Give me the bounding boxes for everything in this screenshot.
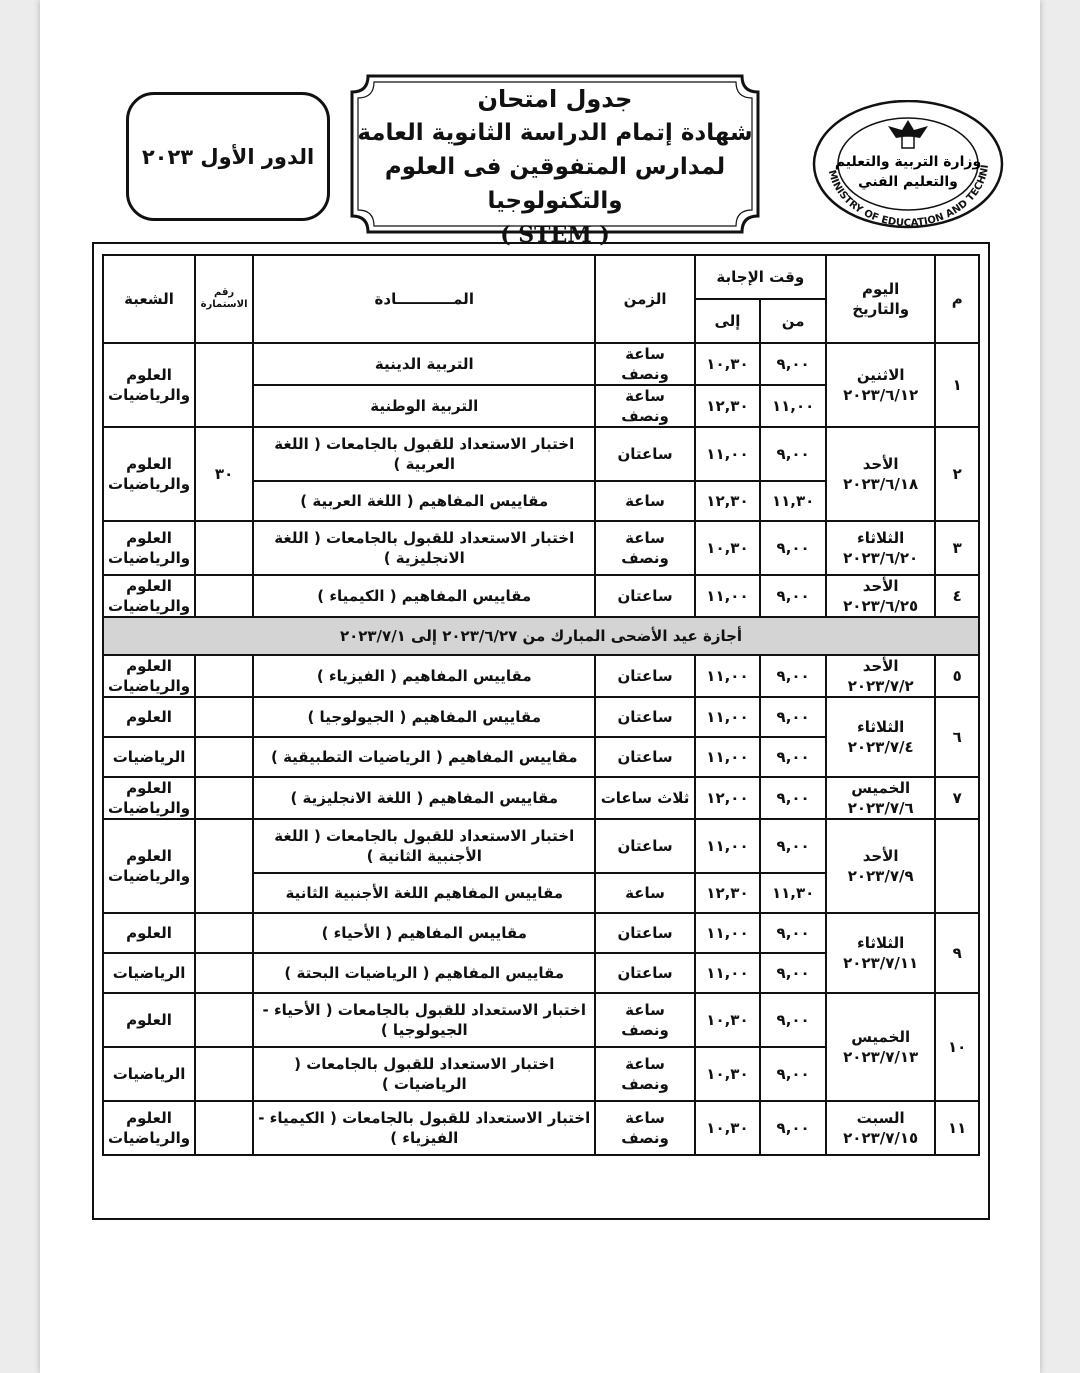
- cell-duration: ساعتان: [595, 913, 694, 953]
- cell-subject: مقاييس المفاهيم ( اللغة الانجليزية ): [253, 777, 595, 819]
- cell-day-date: [826, 777, 935, 819]
- cell-from: ٩,٠٠: [760, 343, 826, 385]
- cell-day: الأحد: [862, 657, 899, 675]
- cell-branch: العلوم والرياضيات: [103, 655, 195, 697]
- cell-to: ١٠,٣٠: [695, 1101, 761, 1155]
- cell-duration: ساعة ونصف: [595, 343, 694, 385]
- cell-day-date: [826, 819, 935, 913]
- cell-subject: التربية الدينية: [253, 343, 595, 385]
- cell-subject: مقاييس المفاهيم ( الجيولوجيا ): [253, 697, 595, 737]
- cell-from: ٩,٠٠: [760, 953, 826, 993]
- table-row: [103, 427, 979, 481]
- cell-branch: العلوم والرياضيات: [103, 777, 195, 819]
- cell-from: ١١,٣٠: [760, 873, 826, 913]
- cell-day-date: [826, 1101, 935, 1155]
- cell-from: ١١,٣٠: [760, 481, 826, 521]
- cell-duration: ساعة: [595, 481, 694, 521]
- cell-num: ١: [935, 343, 979, 427]
- cell-day: الثلاثاء: [857, 529, 905, 547]
- cell-from: ٩,٠٠: [760, 575, 826, 617]
- cell-num: ٩: [935, 913, 979, 993]
- exam-round-box: [126, 92, 330, 221]
- cell-date: ٢٠٢٣/٦/١٨: [843, 475, 919, 493]
- cell-to: ١١,٠٠: [695, 655, 761, 697]
- cell-to: ١١,٠٠: [695, 697, 761, 737]
- cell-branch: العلوم والرياضيات: [103, 521, 195, 575]
- cell-branch: الرياضيات: [103, 737, 195, 777]
- cell-num: [935, 819, 979, 913]
- cell-date: ٢٠٢٣/٧/٢: [847, 677, 914, 695]
- cell-subject: اختبار الاستعداد للقبول بالجامعات ( الرياضيات ): [253, 1047, 595, 1101]
- table-row: [103, 521, 979, 575]
- cell-day-date: [826, 575, 935, 617]
- table-row: [103, 697, 979, 737]
- cell-to: ١١,٠٠: [695, 913, 761, 953]
- cell-day-date: [826, 521, 935, 575]
- cell-duration: ساعتان: [595, 655, 694, 697]
- cell-from: ٩,٠٠: [760, 427, 826, 481]
- cell-date: ٢٠٢٣/٧/١١: [843, 954, 919, 972]
- schedule-body: [103, 343, 979, 1155]
- cell-subject: مقاييس المفاهيم ( الرياضيات التطبيقية ): [253, 737, 595, 777]
- title-line-2: شهادة إتمام الدراسة الثانوية العامة: [357, 120, 753, 146]
- holiday-text: أجازة عيد الأضحى المبارك من ٢٠٢٣/٦/٢٧ إلى ٢٠٢٣/٧/١: [103, 617, 979, 655]
- cell-to: ١١,٠٠: [695, 953, 761, 993]
- cell-day: الاثنين: [856, 366, 905, 384]
- cell-subject: التربية الوطنية: [253, 385, 595, 427]
- cell-day-date: [826, 913, 935, 993]
- cell-form-number: [195, 953, 253, 993]
- title-line-3: لمدارس المتفوقين فى العلوم والتكنولوجيا: [384, 154, 726, 214]
- cell-day-date: [826, 655, 935, 697]
- cell-from: ٩,٠٠: [760, 1101, 826, 1155]
- schedule-table: [102, 254, 980, 1156]
- logo-arabic-line-1: وزارة التربية والتعليم: [834, 154, 982, 170]
- table-row: [103, 913, 979, 953]
- cell-to: ١٠,٣٠: [695, 993, 761, 1047]
- cell-form-number: [195, 1047, 253, 1101]
- cell-duration: ساعتان: [595, 427, 694, 481]
- cell-date: ٢٠٢٣/٦/١٢: [843, 386, 919, 404]
- schedule-table-frame: [92, 242, 990, 1220]
- cell-date: ٢٠٢٣/٧/٦: [847, 799, 914, 817]
- header-duration: الزمن: [595, 255, 694, 343]
- cell-branch: الرياضيات: [103, 1047, 195, 1101]
- cell-subject: مقاييس المفاهيم ( الفيزياء ): [253, 655, 595, 697]
- cell-day: الأحد: [862, 455, 899, 473]
- cell-duration: ساعة ونصف: [595, 993, 694, 1047]
- cell-num: ١٠: [935, 993, 979, 1101]
- cell-form-number: [195, 993, 253, 1047]
- cell-subject: مقاييس المفاهيم ( الرياضيات البحتة ): [253, 953, 595, 993]
- title-line-1: جدول امتحان: [477, 85, 633, 113]
- cell-branch: العلوم والرياضيات: [103, 1101, 195, 1155]
- table-row: [103, 575, 979, 617]
- cell-day-date: [826, 697, 935, 777]
- cell-subject: اختبار الاستعداد للقبول بالجامعات ( اللغة الأجنبية الثانية ): [253, 819, 595, 873]
- cell-day: الخميس: [851, 779, 911, 797]
- cell-form-number: [195, 913, 253, 953]
- cell-from: ٩,٠٠: [760, 521, 826, 575]
- cell-day: الخميس: [851, 1028, 911, 1046]
- holiday-row: [103, 617, 979, 655]
- cell-date: ٢٠٢٣/٧/٩: [847, 867, 914, 885]
- table-row: [103, 343, 979, 385]
- cell-duration: ساعة: [595, 873, 694, 913]
- cell-duration: ساعتان: [595, 953, 694, 993]
- cell-to: ١٢,٣٠: [695, 481, 761, 521]
- cell-duration: ساعة ونصف: [595, 521, 694, 575]
- cell-to: ١٢,٣٠: [695, 385, 761, 427]
- table-row: [103, 777, 979, 819]
- cell-subject: اختبار الاستعداد للقبول بالجامعات ( اللغة الانجليزية ): [253, 521, 595, 575]
- logo-english-text: MINISTRY OF EDUCATION AND TECHNI: [825, 164, 991, 230]
- cell-duration: ساعتان: [595, 697, 694, 737]
- header-day-date: اليوم والتاريخ: [826, 255, 935, 343]
- cell-branch: العلوم والرياضيات: [103, 819, 195, 913]
- cell-subject: مقاييس المفاهيم ( الكيمياء ): [253, 575, 595, 617]
- table-row: [103, 993, 979, 1047]
- header-subject: المـــــــــــادة: [253, 255, 595, 343]
- exam-round-label: الدور الأول ٢٠٢٣: [141, 144, 315, 169]
- cell-from: ٩,٠٠: [760, 737, 826, 777]
- header-branch: الشعبة: [103, 255, 195, 343]
- title-box: [350, 74, 760, 248]
- cell-to: ١٠,٣٠: [695, 343, 761, 385]
- cell-to: ١١,٠٠: [695, 427, 761, 481]
- cell-duration: ساعتان: [595, 575, 694, 617]
- cell-duration: ثلاث ساعات: [595, 777, 694, 819]
- cell-subject: اختبار الاستعداد للقبول بالجامعات ( اللغة العربية ): [253, 427, 595, 481]
- cell-branch: العلوم: [103, 993, 195, 1047]
- cell-date: ٢٠٢٣/٧/٤: [847, 738, 914, 756]
- cell-num: ٦: [935, 697, 979, 777]
- cell-duration: ساعتان: [595, 819, 694, 873]
- cell-form-number: [195, 777, 253, 819]
- cell-to: ١٢,٣٠: [695, 873, 761, 913]
- cell-to: ١١,٠٠: [695, 819, 761, 873]
- cell-branch: العلوم: [103, 913, 195, 953]
- cell-num: ٥: [935, 655, 979, 697]
- logo-arabic-line-2: والتعليم الفني: [858, 174, 958, 190]
- cell-num: ٢: [935, 427, 979, 521]
- header-from: من: [760, 299, 826, 343]
- cell-from: ١١,٠٠: [760, 385, 826, 427]
- cell-day: الثلاثاء: [857, 934, 905, 952]
- cell-duration: ساعة ونصف: [595, 1101, 694, 1155]
- cell-subject: مقاييس المفاهيم ( اللغة العربية ): [253, 481, 595, 521]
- cell-form-number: [195, 737, 253, 777]
- cell-branch: العلوم والرياضيات: [103, 575, 195, 617]
- cell-to: ١٢,٠٠: [695, 777, 761, 819]
- cell-form-number: [195, 697, 253, 737]
- header-form-number: رقم الاستمارة: [195, 255, 253, 343]
- cell-num: ١١: [935, 1101, 979, 1155]
- cell-day: الأحد: [862, 847, 899, 865]
- cell-to: ١١,٠٠: [695, 737, 761, 777]
- cell-from: ٩,٠٠: [760, 697, 826, 737]
- cell-subject: اختبار الاستعداد للقبول بالجامعات ( الكيمياء - الفيزياء ): [253, 1101, 595, 1155]
- cell-day-date: [826, 427, 935, 521]
- cell-subject: مقاييس المفاهيم ( الأحياء ): [253, 913, 595, 953]
- cell-day: السبت: [856, 1109, 905, 1127]
- table-row: [103, 819, 979, 873]
- cell-from: ٩,٠٠: [760, 993, 826, 1047]
- cell-from: ٩,٠٠: [760, 777, 826, 819]
- cell-num: ٣: [935, 521, 979, 575]
- cell-duration: ساعة ونصف: [595, 1047, 694, 1101]
- cell-duration: ساعتان: [595, 737, 694, 777]
- cell-from: ٩,٠٠: [760, 819, 826, 873]
- header-num: م: [935, 255, 979, 343]
- cell-form-number: [195, 343, 253, 427]
- cell-branch: الرياضيات: [103, 953, 195, 993]
- cell-form-number: [195, 521, 253, 575]
- cell-day: الأحد: [862, 577, 899, 595]
- cell-form-number: [195, 1101, 253, 1155]
- table-row: [103, 655, 979, 697]
- table-row: [103, 1101, 979, 1155]
- cell-branch: العلوم والرياضيات: [103, 427, 195, 521]
- cell-date: ٢٠٢٣/٧/١٥: [843, 1129, 919, 1147]
- header-answer-time: وقت الإجابة: [695, 255, 826, 299]
- ministry-logo: [812, 100, 1004, 230]
- cell-day-date: [826, 993, 935, 1101]
- cell-num: ٤: [935, 575, 979, 617]
- cell-num: ٧: [935, 777, 979, 819]
- cell-from: ٩,٠٠: [760, 655, 826, 697]
- cell-branch: العلوم والرياضيات: [103, 343, 195, 427]
- cell-duration: ساعة ونصف: [595, 385, 694, 427]
- cell-to: ١١,٠٠: [695, 575, 761, 617]
- title-line-4: ( STEM ): [500, 222, 610, 248]
- cell-form-number: ٣٠: [195, 427, 253, 521]
- eagle-icon: [888, 120, 928, 148]
- cell-branch: العلوم: [103, 697, 195, 737]
- cell-form-number: [195, 655, 253, 697]
- cell-to: ١٠,٣٠: [695, 521, 761, 575]
- cell-date: ٢٠٢٣/٧/١٣: [843, 1048, 919, 1066]
- cell-from: ٩,٠٠: [760, 1047, 826, 1101]
- cell-day: الثلاثاء: [857, 718, 905, 736]
- cell-form-number: [195, 575, 253, 617]
- cell-from: ٩,٠٠: [760, 913, 826, 953]
- cell-date: ٢٠٢٣/٦/٢٠: [843, 549, 919, 567]
- cell-day-date: [826, 343, 935, 427]
- cell-form-number: [195, 819, 253, 913]
- cell-subject: اختبار الاستعداد للقبول بالجامعات ( الأحياء - الجيولوجيا ): [253, 993, 595, 1047]
- cell-to: ١٠,٣٠: [695, 1047, 761, 1101]
- cell-date: ٢٠٢٣/٦/٢٥: [843, 597, 919, 615]
- cell-subject: مقاييس المفاهيم اللغة الأجنبية الثانية: [253, 873, 595, 913]
- header-to: إلى: [695, 299, 761, 343]
